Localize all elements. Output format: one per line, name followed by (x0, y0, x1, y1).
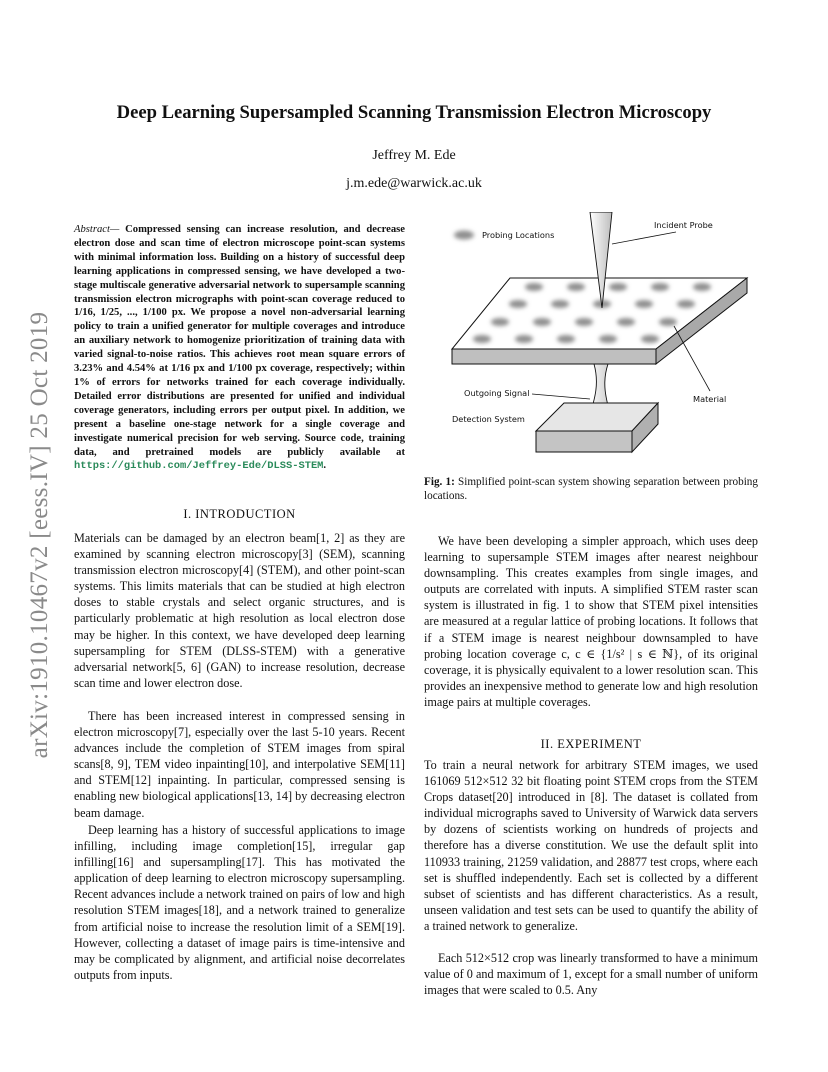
legend-dot (454, 231, 474, 240)
label-material: Material (693, 394, 727, 404)
author-name: Jeffrey M. Ede (372, 148, 456, 163)
abstract (74, 223, 405, 474)
experiment-paragraph-2: Each 512×512 crop was linearly transformed to have a minimum value of 0 and maximum of 1, except for a small number of uniform images that were scaled to 0.5. Any (424, 951, 758, 998)
author-email: j.m.ede@warwick.ac.uk (346, 176, 482, 191)
label-incident-probe: Incident Probe (654, 220, 713, 230)
right-paragraph-1: We have been developing a simpler approach, which uses deep learning to supersample STEM images after nearest neighbour downsampling. This creates examples from single images, and outputs are correlated with inputs. A simplified STEM raster scan system is illustrated in fig. 1 to show that STEM pixel intensities are measured at a regular lattice of probing locations. It follows that if a STEM image is nearest neighbour downsampled to have probing location coverage c, c ∈ {1/s² | s ∈ ℕ}, of its original coverage, it is physically equivalent to a lower resolution scan. This provides an inexpensive method to generate low and high resolution image pairs at multiple coverages. (424, 534, 758, 709)
abstract-lead: Abstract— (74, 224, 120, 235)
experiment-paragraph-1: To train a neural network for arbitrary STEM images, we used 161069 512×512 32 bit floating point STEM crops from the STEM Crops dataset[20] introduced in [8]. The dataset is collated from individual micrographs saved to University of Warwick data servers by dozens of scientists working on hundreds of projects and therefore has a diverse constitution. We use the default split into 110933 training, 21259 validation, and 28877 test crops, where each set is shuffled independently. Each set is collected by a different subset of scientists and has different characteristics. As a result, unseen validation and test sets can be used to quantify the ability of a trained network to generalize. (424, 758, 758, 933)
abstract-end: . (323, 460, 327, 472)
section-heading-introduction: I. INTRODUCTION (183, 507, 296, 521)
detection-system-front (536, 431, 632, 452)
section-heading-experiment: II. EXPERIMENT (540, 737, 642, 751)
label-outgoing-signal: Outgoing Signal (464, 388, 530, 398)
material-slab-front (452, 349, 656, 364)
intro-paragraph-3: Deep learning has a history of successful applications to image infilling, including image completion[15], irregular gap infilling[16] and supersampling[17]. This has motivated the application of deep learning to electron microscopy supersampling. Recent advances include a network trained on pairs of low and high resolution STEM images[18], and a network trained to generalize from artificial noise to increase the resolution limit of a SEM[19]. However, collecting a dataset of image pairs is time-intensive and may be complicated by alignment, and artificial noise decorrelates outputs from inputs. (74, 823, 405, 982)
source-code-link[interactable]: https://github.com/Jeffrey-Ede/DLSS-STEM (74, 460, 324, 473)
figure-point-scan-system (424, 212, 758, 474)
label-detection-system: Detection System (452, 414, 525, 424)
paper-title: Deep Learning Supersampled Scanning Transmission Electron Microscopy (116, 102, 712, 123)
arxiv-stamp: arXiv:1910.10467v2 [eess.IV] 25 Oct 2019 (26, 311, 53, 759)
label-probing-locations: Probing Locations (482, 230, 555, 240)
intro-paragraph-2: There has been increased interest in compressed sensing in electron microscopy[7], especially over the last 5-10 years. Recent advances include the completion of STEM images from spiral scans[8, 9], TEM video inpainting[10], and interpolative SEM[11] and STEM[12] inpainting. In particular, compressed sensing is enabling new biological applications[13, 14] by decreasing electron beam damage. (74, 709, 405, 820)
intro-paragraph-1: Materials can be damaged by an electron beam[1, 2] as they are examined by scanning electron microscopy[3] (SEM), scanning transmission electron microscopy[4] (STEM), and other point-scan systems. This limits materials that can be studied at high electron doses to stable crystals and select organic structures, and is particularly problematic at high resolution as local electron dose may be higher. In this context, we have developed deep learning supersampling for STEM (DLSS-STEM) with a generative adversarial network[5, 6] (GAN) to increase resolution, decrease scan time and lower electron dose. (74, 531, 405, 690)
abstract-body: Compressed sensing can increase resolution, and decrease electron dose and scan time of electron microscope point-scan systems with minimal information loss. Building on a history of successful deep learning applications in compressed sensing, we have developed a two-stage multiscale generative adversarial network to supersample scanning transmission electron micrographs with point-scan coverage reduced to 1/16, 1/25, ..., 1/100 px. We propose a novel non-adversarial learning policy to train a unified generator for multiple coverages and introduce an auxiliary network to homogenize prioritization of training data with varied signal-to-noise ratios. This achieves root mean square errors of 3.23% and 4.54% at 1/16 px and 1/100 px coverage, respectively; within 1% of errors for networks trained for each coverage individually. Detailed error distributions are presented for unified and individual coverage generators, including errors per output pixel. In addition, we present a baseline one-stage network for a single coverage and investigate numerical precision for web serving. Source code, training data, and pretrained models are publicly available at (74, 224, 405, 458)
figure-caption: Fig. 1: Simplified point-scan system showing separation between probing locations. (424, 476, 758, 502)
